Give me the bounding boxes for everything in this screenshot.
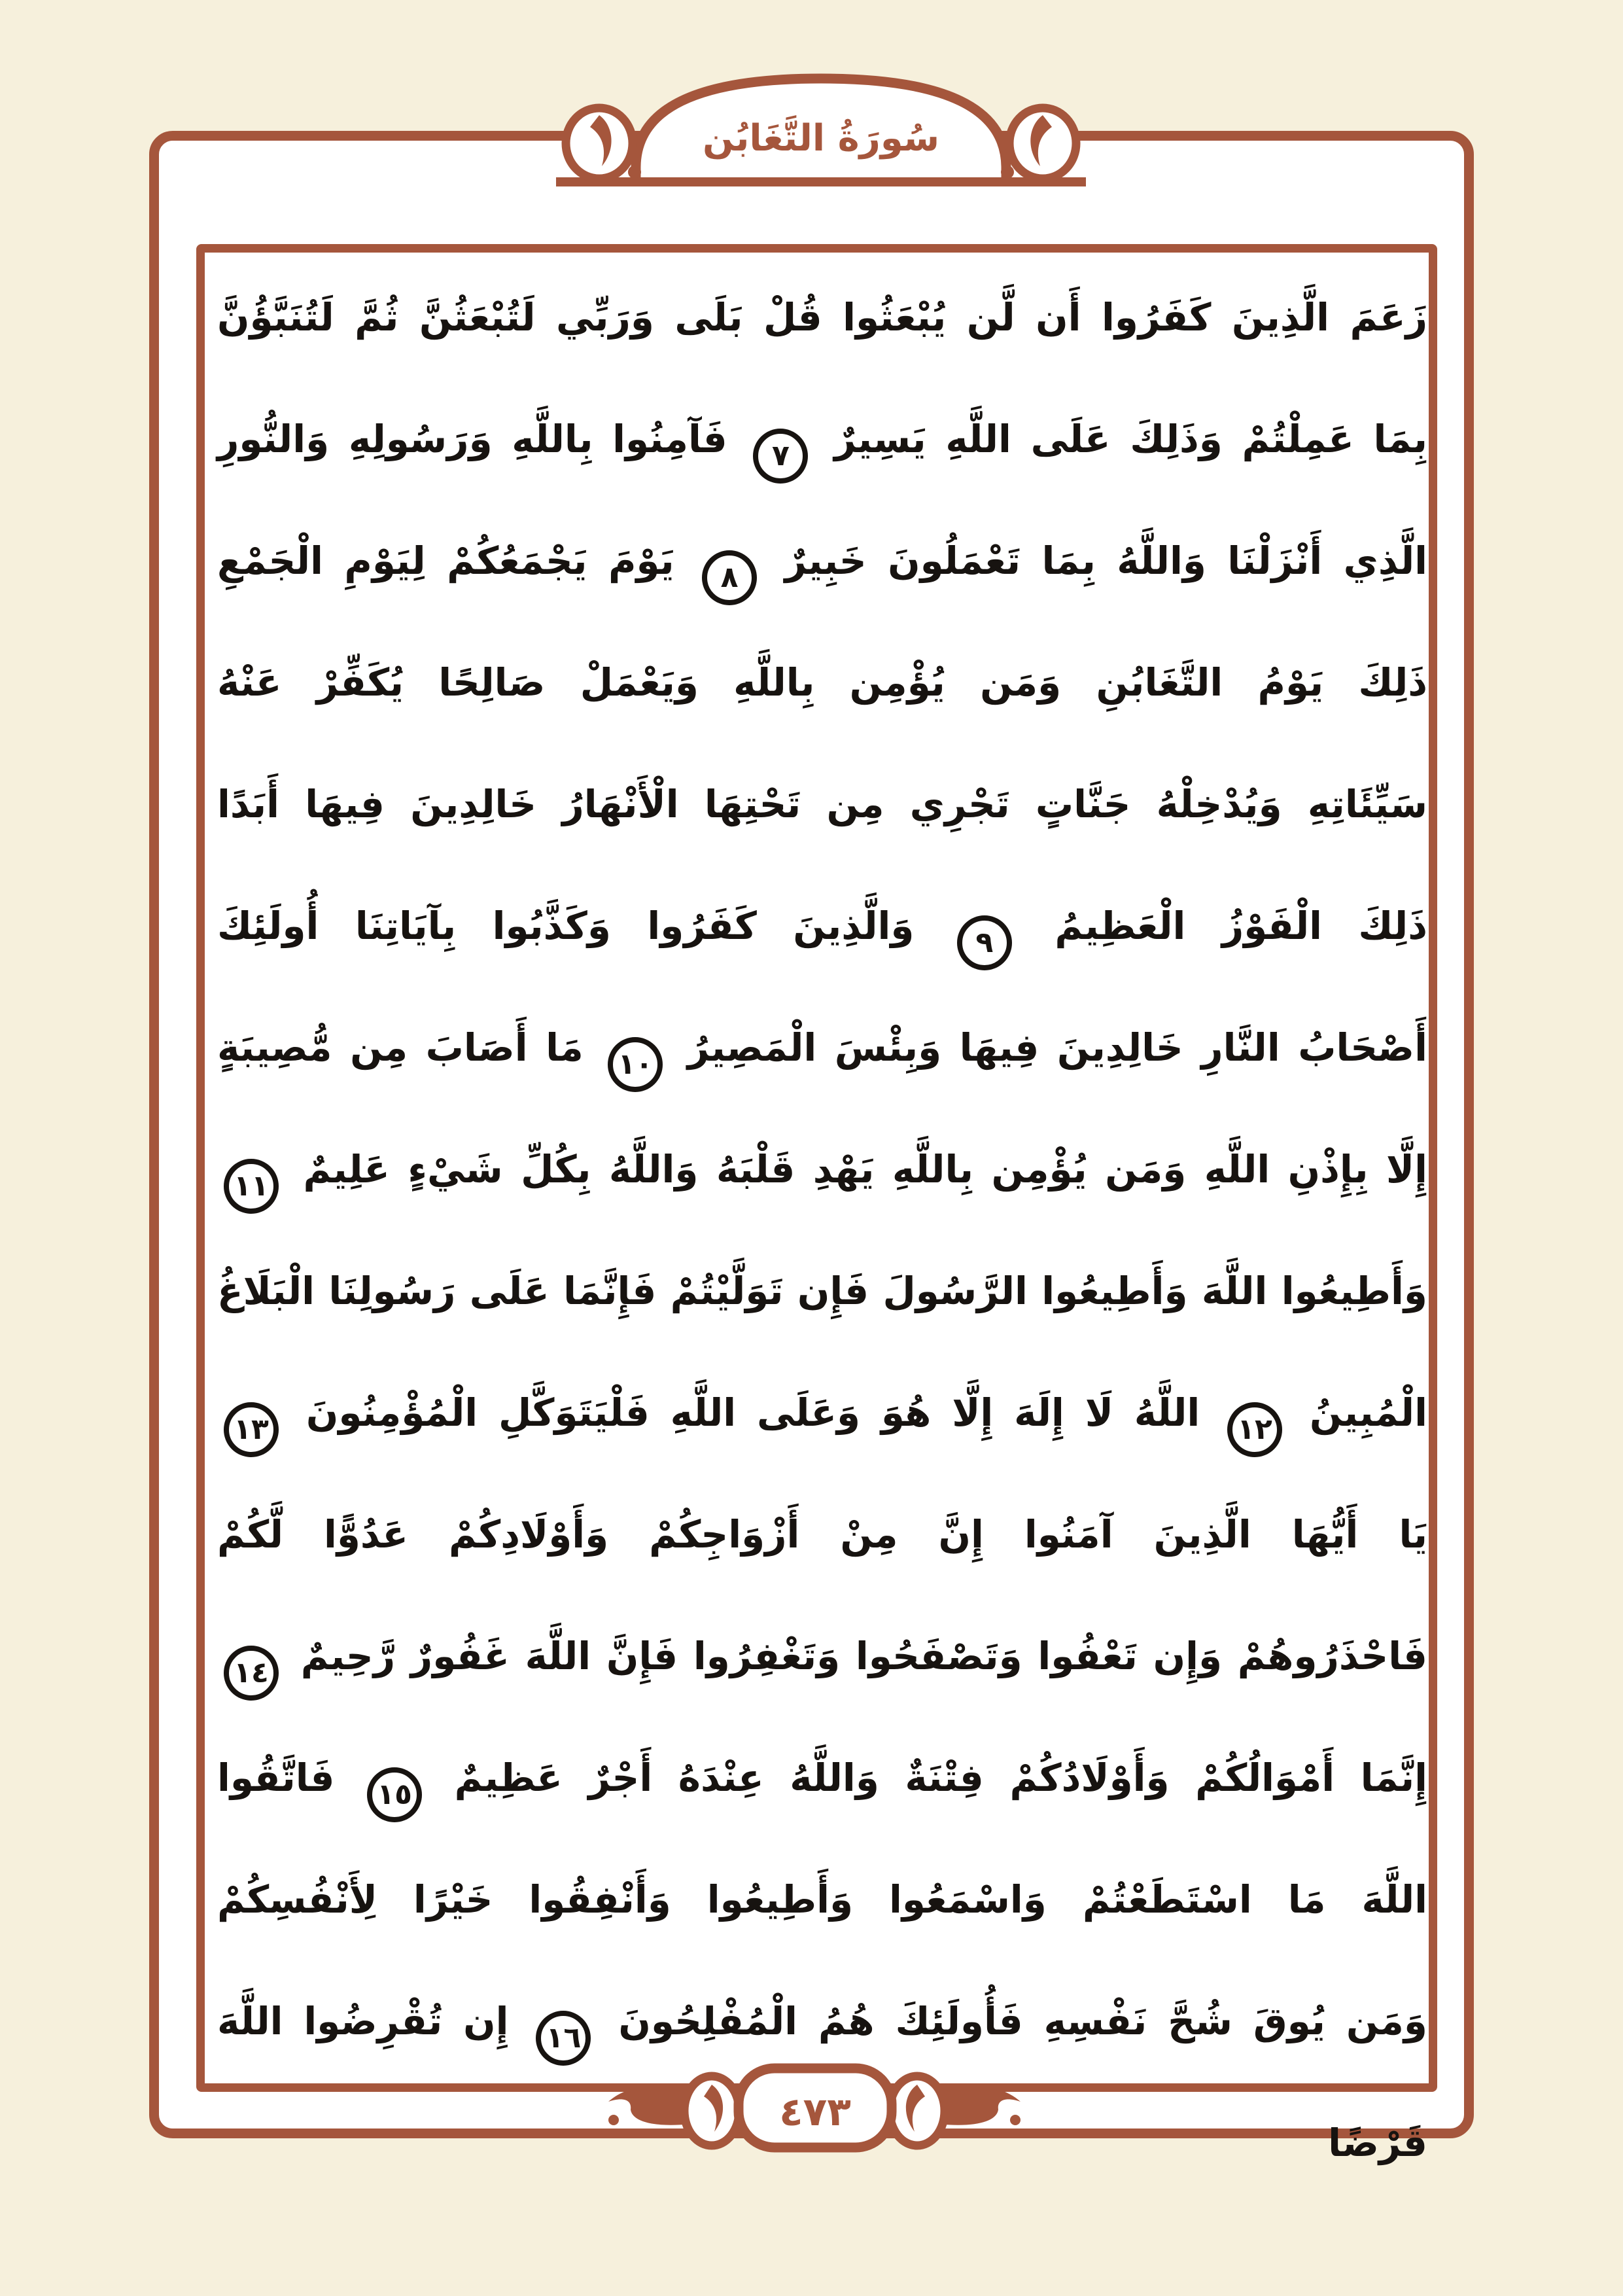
ayah-text: وَأَطِيعُوا اللَّهَ وَأَطِيعُوا الرَّسُولَ فَإِن تَوَلَّيْتُمْ فَإِنَّمَا عَلَى رَسُولِنَا الْبَلَاغُ bbox=[217, 1269, 1427, 1313]
ayah-number-marker: ١٠ bbox=[608, 1037, 663, 1092]
ayah-text: بِمَا عَمِلْتُمْ وَذَلِكَ عَلَى اللَّهِ يَسِيرٌ bbox=[834, 417, 1427, 461]
quran-line bbox=[217, 256, 1427, 378]
quran-line bbox=[217, 500, 1427, 622]
quran-line bbox=[217, 987, 1427, 1108]
ayah-text: الَّذِي أَنْزَلْنَا وَاللَّهُ بِمَا تَعْمَلُونَ خَبِيرٌ bbox=[784, 539, 1427, 583]
ayah-text: يَا أَيُّهَا الَّذِينَ آمَنُوا إِنَّ مِنْ أَزْوَاجِكُمْ وَأَوْلَادِكُمْ عَدُوًّا لَّكُمْ bbox=[217, 1512, 1427, 1557]
ayah-number-marker: ١١ bbox=[224, 1159, 279, 1214]
ayah-text: اللَّهَ مَا اسْتَطَعْتُمْ وَاسْمَعُوا وَأَطِيعُوا وَأَنْفِقُوا خَيْرًا لِأَنْفُسِكُمْ bbox=[217, 1877, 1427, 1922]
ayah-text: زَعَمَ الَّذِينَ كَفَرُوا أَن لَّن يُبْعَثُوا قُلْ بَلَى وَرَبِّي لَتُبْعَثُنَّ ثُمَّ لَتُنَبَّؤُنَّ bbox=[217, 295, 1427, 340]
quran-line bbox=[217, 1108, 1427, 1230]
quran-line bbox=[217, 1839, 1427, 1960]
quran-line bbox=[217, 1474, 1427, 1595]
ayah-text: مَا أَصَابَ مِن مُّصِيبَةٍ bbox=[217, 1025, 584, 1070]
quran-line bbox=[217, 378, 1427, 500]
quran-line bbox=[217, 1717, 1427, 1839]
quran-line bbox=[217, 1230, 1427, 1352]
ayah-text: اللَّهُ لَا إِلَهَ إِلَّا هُوَ وَعَلَى اللَّهِ فَلْيَتَوَكَّلِ الْمُؤْمِنُونَ bbox=[305, 1390, 1200, 1435]
ayah-text: فَآمِنُوا بِاللَّهِ وَرَسُولِهِ وَالنُّورِ bbox=[217, 417, 727, 461]
ayah-number-marker: ٩ bbox=[957, 915, 1012, 970]
ayah-number-marker: ١٢ bbox=[1227, 1402, 1282, 1457]
header-dot-left bbox=[628, 166, 641, 179]
ayah-number-marker: ١٦ bbox=[536, 2011, 591, 2066]
surah-header-ornament bbox=[556, 71, 1086, 191]
ayah-text: فَاتَّقُوا bbox=[217, 1756, 335, 1800]
quran-line bbox=[217, 743, 1427, 865]
ayah-number-marker: ١٣ bbox=[224, 1402, 279, 1457]
ayah-number-marker: ٧ bbox=[753, 429, 808, 484]
ayah-text: إِن تُقْرِضُوا اللَّهَ قَرْضًا bbox=[217, 1999, 1427, 2165]
quran-line bbox=[217, 1595, 1427, 1717]
ayah-text: ذَلِكَ الْفَوْزُ الْعَظِيمُ bbox=[1055, 904, 1427, 948]
wing-dot-left bbox=[608, 2115, 619, 2125]
page-number-ornament bbox=[602, 2060, 1027, 2164]
ayah-number-marker: ١٥ bbox=[367, 1767, 422, 1822]
ayah-text: أَصْحَابُ النَّارِ خَالِدِينَ فِيهَا وَبِئْسَ الْمَصِيرُ bbox=[687, 1025, 1427, 1070]
ayah-text: يَوْمَ يَجْمَعُكُمْ لِيَوْمِ الْجَمْعِ bbox=[217, 539, 674, 583]
ayah-text: سَيِّئَاتِهِ وَيُدْخِلْهُ جَنَّاتٍ تَجْرِي مِن تَحْتِهَا الْأَنْهَارُ خَالِدِينَ فِيهَا أَبَدًا bbox=[217, 782, 1427, 826]
quran-line bbox=[217, 865, 1427, 987]
ayah-text: الْمُبِينُ bbox=[1309, 1390, 1427, 1435]
page-number: ٤٧٣ bbox=[779, 2089, 851, 2135]
header-base-line bbox=[556, 177, 1086, 186]
ayah-text: وَمَن يُوقَ شُحَّ نَفْسِهِ فَأُولَئِكَ هُمُ الْمُفْلِحُونَ bbox=[618, 1999, 1427, 2043]
header-dot-right bbox=[1001, 166, 1014, 179]
quran-line bbox=[217, 622, 1427, 743]
ayah-number-marker: ٨ bbox=[702, 550, 757, 605]
ayah-text: وَالَّذِينَ كَفَرُوا وَكَذَّبُوا بِآيَاتِنَا أُولَئِكَ bbox=[217, 904, 915, 948]
ayah-number-marker: ١٤ bbox=[224, 1646, 279, 1701]
quran-line bbox=[217, 1352, 1427, 1474]
wing-dot-right bbox=[1010, 2115, 1021, 2125]
ayah-text: إِنَّمَا أَمْوَالُكُمْ وَأَوْلَادُكُمْ فِتْنَةٌ وَاللَّهُ عِنْدَهُ أَجْرٌ عَظِيمٌ bbox=[454, 1756, 1428, 1800]
ayah-text: ذَلِكَ يَوْمُ التَّغَابُنِ وَمَن يُؤْمِن بِاللَّهِ وَيَعْمَلْ صَالِحًا يُكَفِّرْ عَنْهُ bbox=[217, 660, 1427, 705]
ayah-text: فَاحْذَرُوهُمْ وَإِن تَعْفُوا وَتَصْفَحُوا وَتَغْفِرُوا فَإِنَّ اللَّهَ غَفُورٌ رَّحِيمٌ bbox=[300, 1634, 1427, 1678]
surah-title: سُورَةُ التَّغَابُن bbox=[702, 117, 940, 160]
ayah-text: إِلَّا بِإِذْنِ اللَّهِ وَمَن يُؤْمِن بِاللَّهِ يَهْدِ قَلْبَهُ وَاللَّهُ بِكُلِّ شَيْءٍ عَلِيمٌ bbox=[303, 1147, 1427, 1192]
